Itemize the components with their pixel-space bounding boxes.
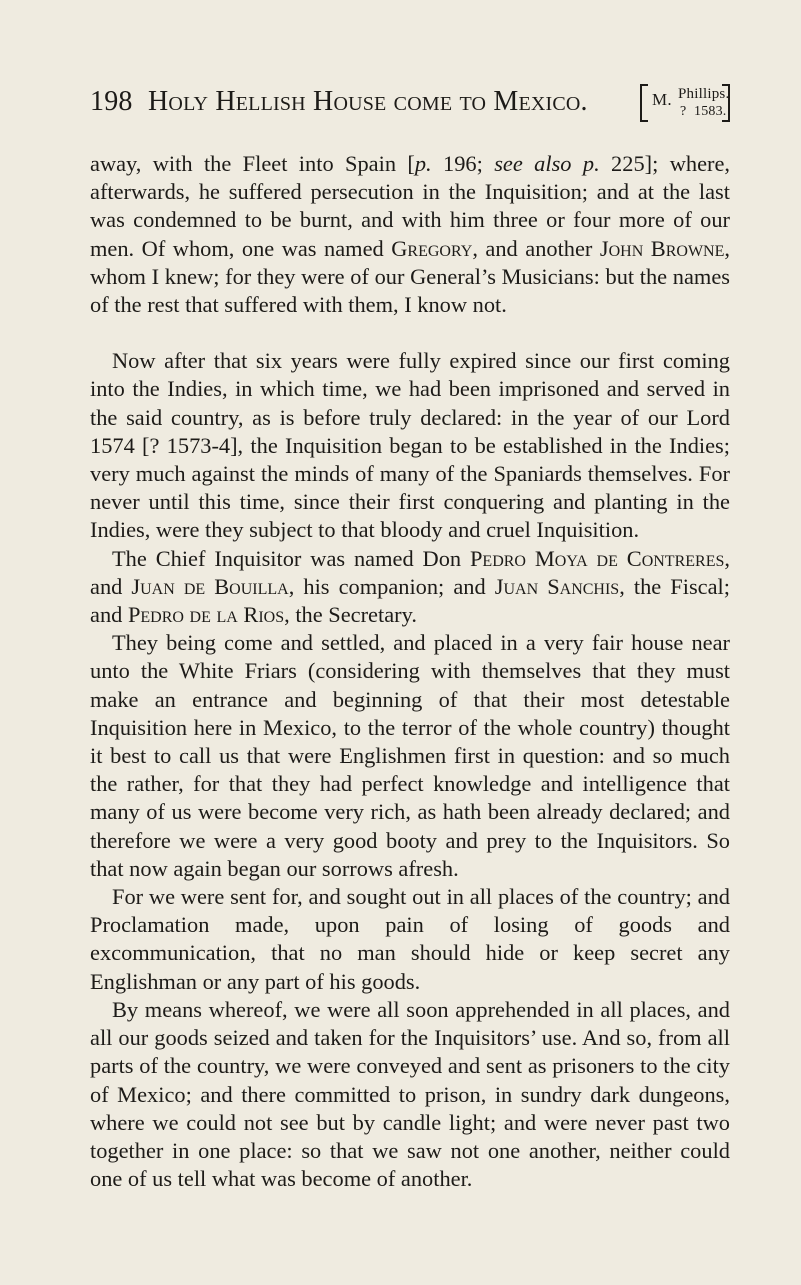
paragraph — [90, 996, 730, 1193]
bracket-right — [722, 84, 730, 122]
paragraph — [90, 347, 730, 544]
text-run: , the Fiscal; and — [90, 573, 731, 628]
body-text — [90, 150, 730, 1193]
running-title: Holy Hellish House come to Mexico. — [148, 86, 588, 117]
small-caps-name: Juan de Bouilla — [131, 573, 289, 599]
running-header — [90, 80, 730, 128]
text-run: away, with the Fleet into Spain [ — [90, 151, 415, 176]
text-run: , whom I knew; for they were of our General’s Musicians: but the names of the rest that suffered with them, I know not. — [90, 235, 730, 318]
text-run: For we were sent for, and sought out in all places of the country; and Proclamation made, upon pain of losing of goods and excommunication, that no man should hide or keep secret any Englishman or any part of his goods. — [90, 884, 730, 994]
bracket-left — [640, 84, 648, 122]
italic-text: p. — [414, 151, 432, 176]
text-run: 225]; where, afterwards, he suffered persecution in the Inquisition; and at the last was condemned to be burnt, and with him three or four more of our men. Of whom, one was named — [90, 151, 730, 261]
paragraph — [90, 150, 730, 319]
page-number: 198 — [90, 86, 133, 117]
paragraph — [90, 545, 730, 630]
text-run: , the Secretary. — [284, 602, 417, 628]
small-caps-name: John Browne — [599, 235, 725, 261]
italic-text: see also p. — [494, 151, 600, 176]
side-note — [640, 84, 730, 124]
text-run: , and — [90, 545, 730, 599]
side-note-year: 1583. — [694, 104, 727, 119]
text-run: , his companion; and — [288, 573, 495, 599]
paragraph — [90, 629, 730, 883]
text-run: They being come and settled, and placed in a very fair house near unto the White Friars (considering with themselves that they must make an entrance and beginning of that their most detestable Inquisition here in Mexico, to the terror of the whole country) thought it best to call us that were Englishmen first in question: and so much the rather, for that they had perfect knowledge and intelligence that many of us were become very rich, as hath been already declared; and therefore we were a very good booty and prey to the Inquisitors. So that now again began our sorrows afresh. — [90, 630, 730, 881]
text-run: Now after that six years were fully expired since our first coming into the Indies, in which time, we had been imprisoned and served in the said country, as is before truly declared: in the year of our Lord 1574 [? 1573-4], the Inquisition began to be established in the Indies; very much against the minds of many of the Spaniards themselves. For never until this time, since their first conquering and planting in the Indies, were they subject to that bloody and cruel Inquisition. — [90, 348, 730, 543]
small-caps-name: Juan Sanchis — [494, 573, 620, 599]
small-caps-name: Gregory — [391, 235, 473, 261]
side-note-author: Phillips. — [678, 86, 730, 102]
text-run: 196; — [431, 151, 495, 176]
small-caps-name: Pedro Moya de Contreres — [469, 545, 725, 571]
text-run: The Chief Inquisitor was named Don — [112, 545, 470, 571]
side-note-query: ? — [680, 104, 687, 119]
paragraph — [90, 883, 730, 996]
text-run: By means whereof, we were all soon apprehended in all places, and all our goods seized and taken for the Inquisitors’ use. And so, from all parts of the country, we were conveyed and sent as prisoners to the city of Mexico; and there committed to prison, in sundry dark dungeons, where we could not see but by candle light; and were never past two together in one place: so that we saw not one another, neither could one of us tell what was become of another. — [90, 996, 730, 1192]
small-caps-name: Pedro de la Rios — [127, 602, 285, 628]
text-run: , and another — [472, 235, 600, 261]
side-note-prefix: M. — [652, 90, 672, 109]
